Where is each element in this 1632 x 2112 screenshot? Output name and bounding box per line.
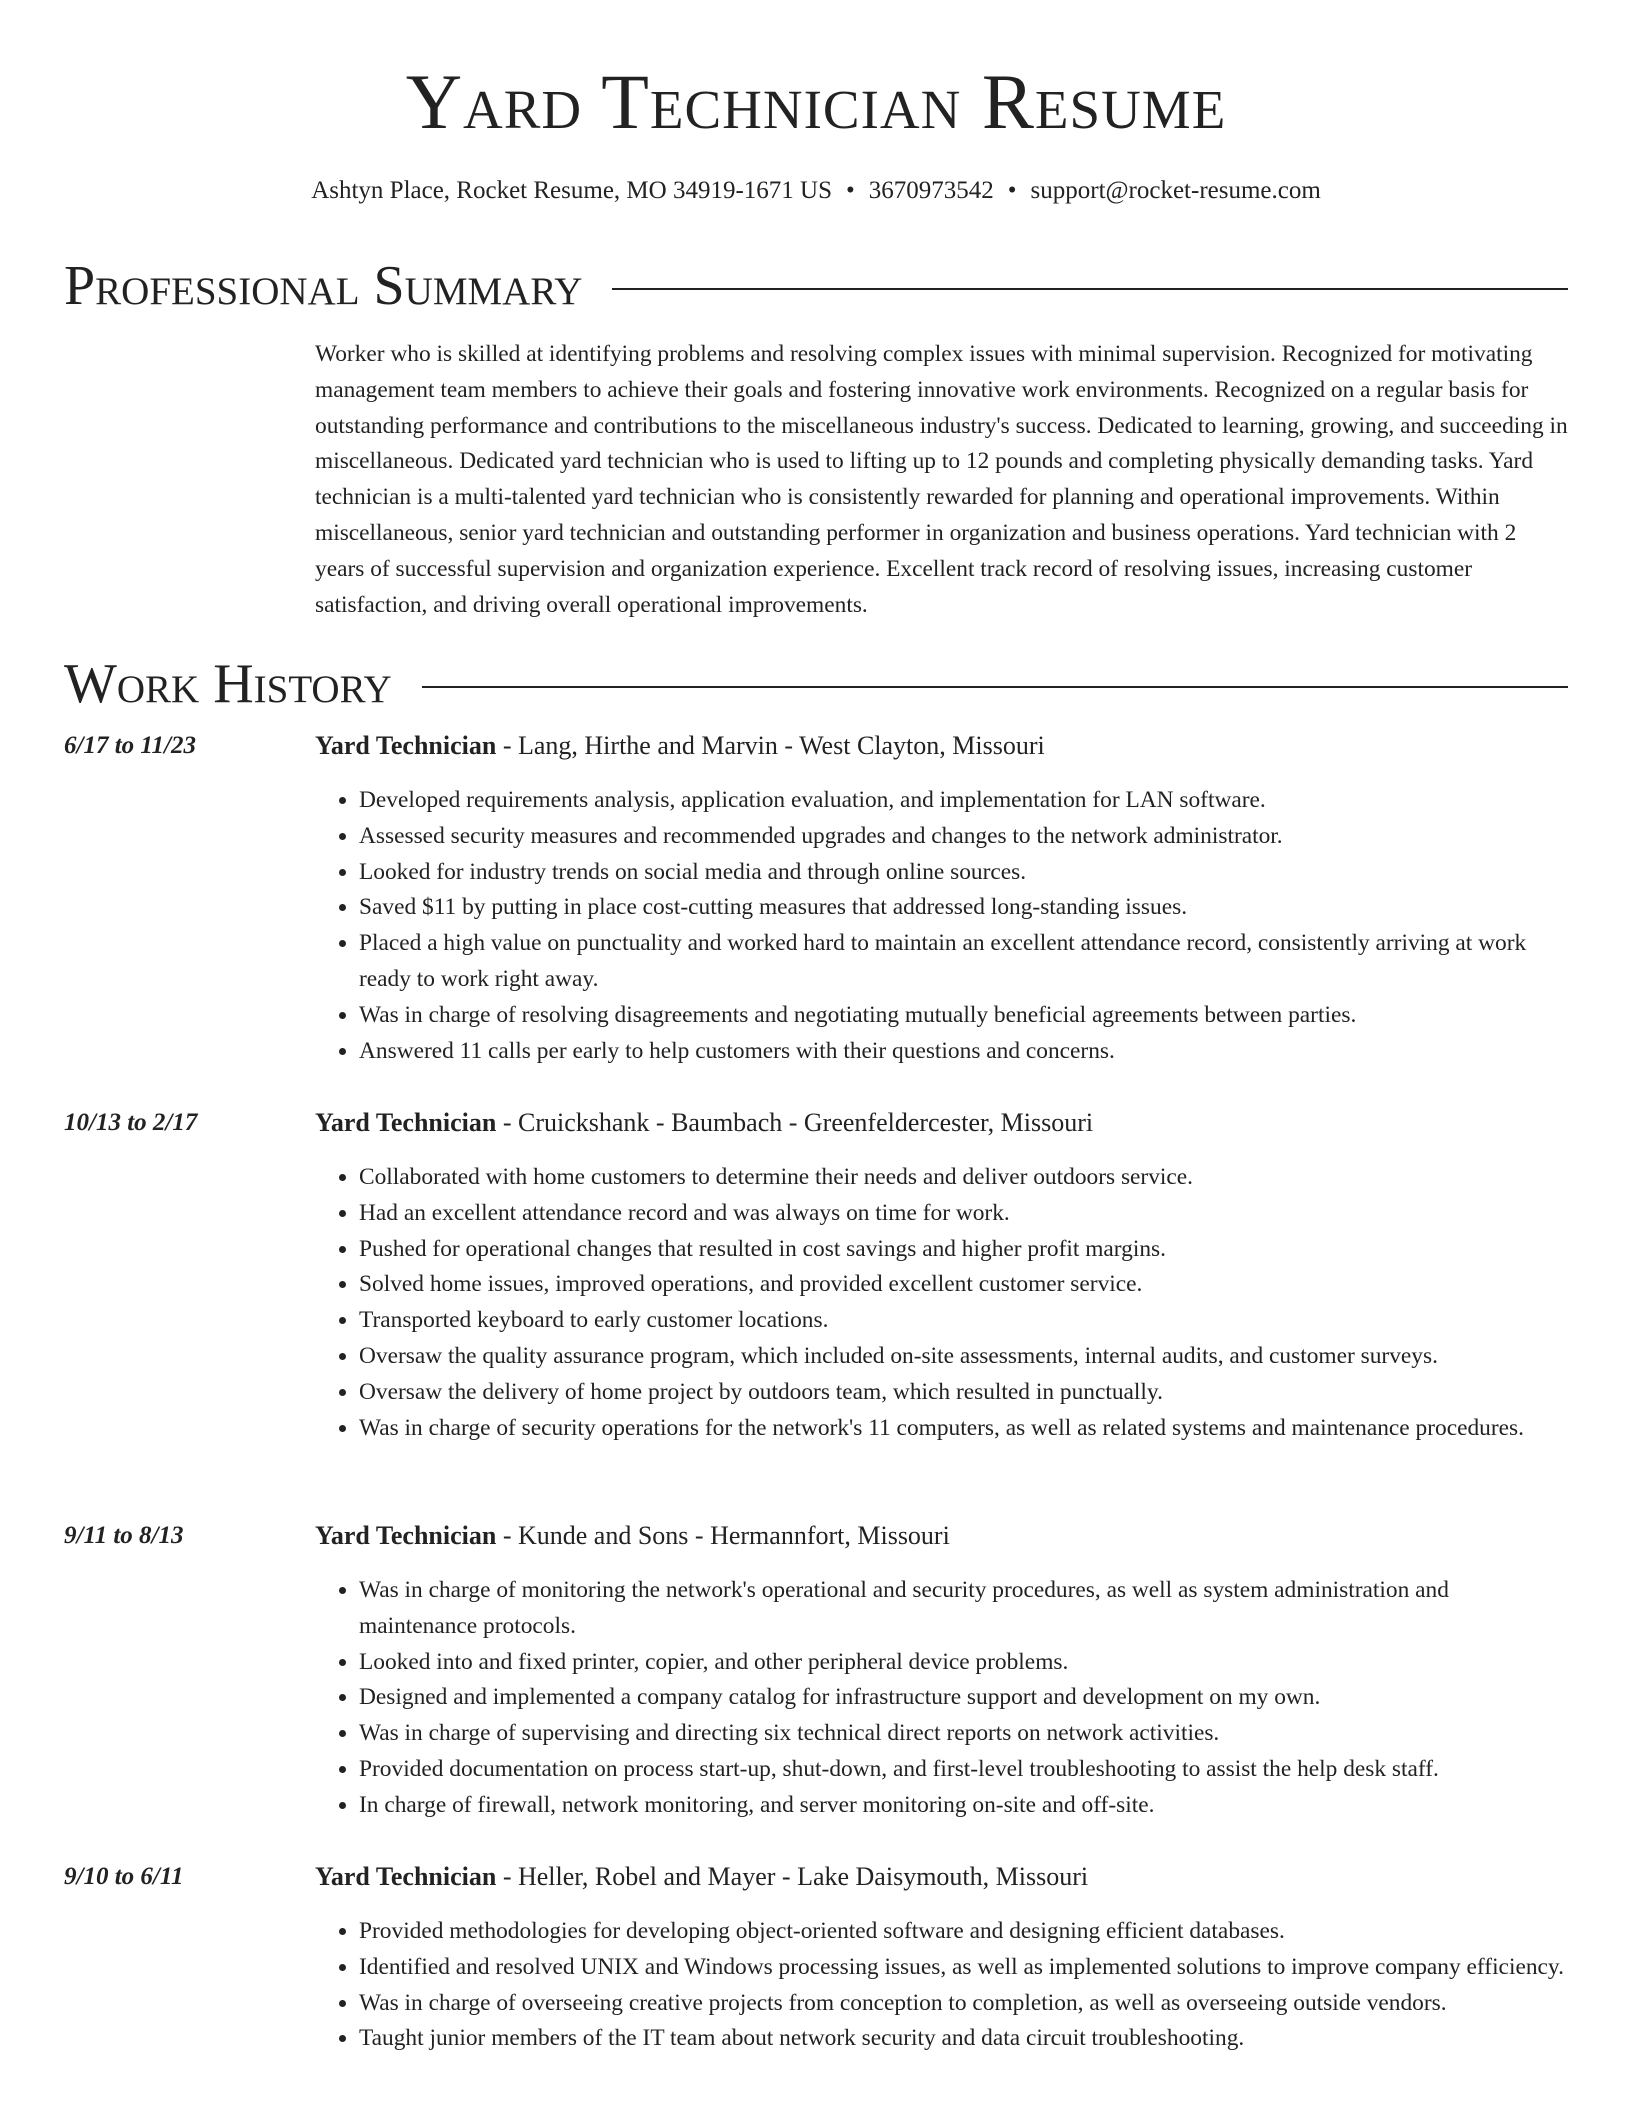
contact-phone: 3670973542	[868, 177, 994, 204]
resume-title: Yard Technician Resume	[405, 58, 1227, 145]
job-bullet-list	[315, 1914, 1568, 2057]
job-dates: 6/17 to 11/23	[64, 732, 196, 759]
job-heading	[315, 1860, 1568, 1894]
job-bullet: • Was in charge of overseeing creative projects from conception to completion, as well as overseeing outside vendors.	[359, 1986, 1568, 2022]
job-heading	[315, 729, 1568, 763]
job-bullet: • Collaborated with home customers to determine their needs and deliver outdoors service.	[359, 1160, 1568, 1196]
job-bullet: • Answered 11 calls per early to help customers with their questions and concerns.	[359, 1034, 1568, 1070]
job-employer-location: - Lang, Hirthe and Marvin - West Clayton, Missouri	[496, 731, 1045, 760]
job-bullet: • Oversaw the quality assurance program, which included on-site assessments, internal audits, and customer surveys.	[359, 1339, 1568, 1375]
job-bullet: • Developed requirements analysis, application evaluation, and implementation for LAN software.	[359, 783, 1568, 819]
job-dates: 10/13 to 2/17	[64, 1109, 198, 1136]
job-title: Yard Technician	[315, 1521, 497, 1550]
job-bullet-list	[315, 1573, 1568, 1824]
job-employer-location: - Heller, Robel and Mayer - Lake Daisymouth, Missouri	[496, 1862, 1089, 1891]
job-bullet: • Oversaw the delivery of home project by outdoors team, which resulted in punctually.	[359, 1375, 1568, 1411]
section-divider	[422, 686, 1568, 688]
job-title: Yard Technician	[315, 1862, 497, 1891]
job-bullet: • Identified and resolved UNIX and Windows processing issues, as well as implemented solutions to improve company efficiency.	[359, 1950, 1568, 1986]
job-bullet: • Had an excellent attendance record and was always on time for work.	[359, 1196, 1568, 1232]
job-employer-location: - Kunde and Sons - Hermannfort, Missouri	[496, 1521, 950, 1550]
contact-address: Ashtyn Place, Rocket Resume, MO 34919-1671 US	[311, 177, 832, 204]
job-bullet: • Was in charge of security operations for the network's 11 computers, as well as related systems and maintenance procedures.	[359, 1411, 1568, 1447]
work-history-section-header	[64, 652, 1568, 716]
job-bullet: • Was in charge of resolving disagreements and negotiating mutually beneficial agreements between parties.	[359, 998, 1568, 1034]
work-history-heading: Work History	[64, 653, 392, 715]
job-title: Yard Technician	[315, 1108, 497, 1137]
contact-separator: •	[845, 177, 855, 204]
contact-separator: •	[1007, 177, 1017, 204]
job-bullet: • Taught junior members of the IT team about network security and data circuit troubleshooting.	[359, 2021, 1568, 2057]
job-bullet-list	[315, 1160, 1568, 1446]
job-dates: 9/10 to 6/11	[64, 1863, 184, 1890]
job-bullet: • Looked for industry trends on social media and through online sources.	[359, 855, 1568, 891]
job-bullet: • Looked into and fixed printer, copier, and other peripheral device problems.	[359, 1645, 1568, 1681]
job-bullet: • In charge of firewall, network monitoring, and server monitoring on-site and off-site.	[359, 1788, 1568, 1824]
job-title: Yard Technician	[315, 731, 497, 760]
job-heading	[315, 1106, 1568, 1140]
contact-line	[0, 174, 1632, 208]
summary-paragraph: Worker who is skilled at identifying problems and resolving complex issues with minimal supervision. Recognized for motivating management team members to achieve their goals and fostering innovative work environments. Recognized on a regular basis for outstanding performance and contributions to the miscellaneous industry's success. Dedicated to learning, growing, and succeeding in miscellaneous. Dedicated yard technician who is used to lifting up to 12 pounds and completing physically demanding tasks. Yard technician is a multi-talented yard technician who is consistently rewarded for planning and operational improvements. Within miscellaneous, senior yard technician and outstanding performer in organization and business operations. Yard technician with 2 years of successful supervision and organization experience. Excellent track record of resolving issues, increasing customer satisfaction, and driving overall operational improvements.	[315, 341, 1568, 618]
job-bullet: • Transported keyboard to early customer locations.	[359, 1303, 1568, 1339]
job-bullet: • Was in charge of supervising and directing six technical direct reports on network activities.	[359, 1716, 1568, 1752]
contact-email: support@rocket-resume.com	[1030, 177, 1321, 204]
section-divider	[612, 288, 1568, 290]
job-bullet: • Pushed for operational changes that resulted in cost savings and higher profit margins.	[359, 1232, 1568, 1268]
job-bullet: • Was in charge of monitoring the network's operational and security procedures, as well as system administration and maintenance protocols.	[359, 1573, 1568, 1645]
summary-section-header	[64, 254, 1568, 318]
job-dates: 9/11 to 8/13	[64, 1522, 184, 1549]
job-bullet: • Provided methodologies for developing object-oriented software and designing efficient databases.	[359, 1914, 1568, 1950]
job-heading	[315, 1519, 1568, 1553]
job-bullet: • Assessed security measures and recommended upgrades and changes to the network administrator.	[359, 819, 1568, 855]
job-bullet: • Designed and implemented a company catalog for infrastructure support and development on my own.	[359, 1680, 1568, 1716]
summary-heading: Professional Summary	[64, 255, 583, 317]
job-bullet: • Provided documentation on process start-up, shut-down, and first-level troubleshooting to assist the help desk staff.	[359, 1752, 1568, 1788]
job-bullet: • Placed a high value on punctuality and worked hard to maintain an excellent attendance record, consistently arriving at work ready to work right away.	[359, 926, 1568, 998]
job-bullet: • Saved $11 by putting in place cost-cutting measures that addressed long-standing issues.	[359, 890, 1568, 926]
job-bullet: • Solved home issues, improved operations, and provided excellent customer service.	[359, 1267, 1568, 1303]
job-bullet-list	[315, 783, 1568, 1069]
job-employer-location: - Cruickshank - Baumbach - Greenfeldercester, Missouri	[496, 1108, 1094, 1137]
